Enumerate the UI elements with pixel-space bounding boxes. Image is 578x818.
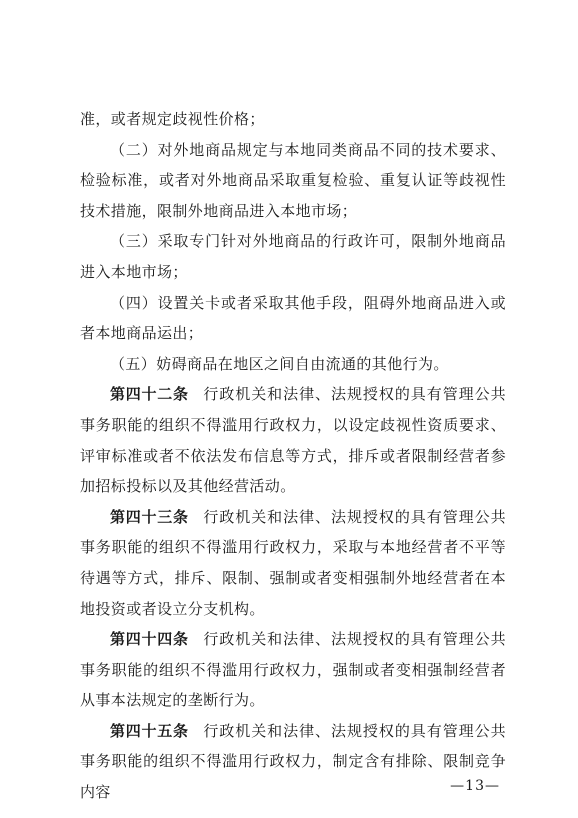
paragraph-item-4 — [80, 288, 506, 349]
article-heading: 第四十五条 — [110, 721, 189, 740]
paragraph-text: （五）妨碍商品在地区之间自由流通的其他行为。 — [110, 354, 449, 373]
article-45 — [80, 716, 506, 808]
article-43 — [80, 502, 506, 624]
article-42 — [80, 379, 506, 501]
paragraph-text: （四）设置关卡或者采取其他手段，阻碍外地商品进入或者本地商品运出； — [80, 293, 506, 343]
article-text: 行政机关和法律、法规授权的具有管理公共事务职能的组织不得滥用行政权力，以设定歧视性资质要求、评审标准或者不依法发布信息等方式，排斥或者限制经营者参加招标投标以及其他经营活动。 — [80, 385, 506, 496]
article-text: 行政机关和法律、法规授权的具有管理公共事务职能的组织不得滥用行政权力，强制或者变相强制经营者从事本法规定的垄断行为。 — [80, 630, 506, 710]
paragraph-continuation — [80, 104, 506, 135]
article-text: 行政机关和法律、法规授权的具有管理公共事务职能的组织不得滥用行政权力，采取与本地经营者不平等待遇等方式，排斥、限制、强制或者变相强制外地经营者在本地投资或者设立分支机构。 — [80, 507, 506, 618]
paragraph-item-3 — [80, 226, 506, 287]
paragraph-text: 准，或者规定歧视性价格； — [80, 110, 265, 128]
paragraph-text: （三）采取专门针对外地商品的行政许可，限制外地商品进入本地市场； — [80, 232, 506, 281]
paragraph-item-5 — [80, 349, 506, 380]
article-44 — [80, 624, 506, 716]
article-heading: 第四十四条 — [110, 630, 189, 649]
article-heading: 第四十二条 — [110, 385, 189, 404]
body-text — [80, 104, 506, 808]
article-text: 行政机关和法律、法规授权的具有管理公共事务职能的组织不得滥用行政权力，制定含有排除、限制竞争内容 — [80, 721, 506, 802]
page-number: —13— — [450, 778, 500, 794]
paragraph-item-2 — [80, 135, 506, 227]
article-heading: 第四十三条 — [110, 507, 189, 526]
paragraph-text: （二）对外地商品规定与本地同类商品不同的技术要求、检验标准，或者对外地商品采取重复检验、重复认证等歧视性技术措施，限制外地商品进入本地市场； — [80, 140, 506, 220]
